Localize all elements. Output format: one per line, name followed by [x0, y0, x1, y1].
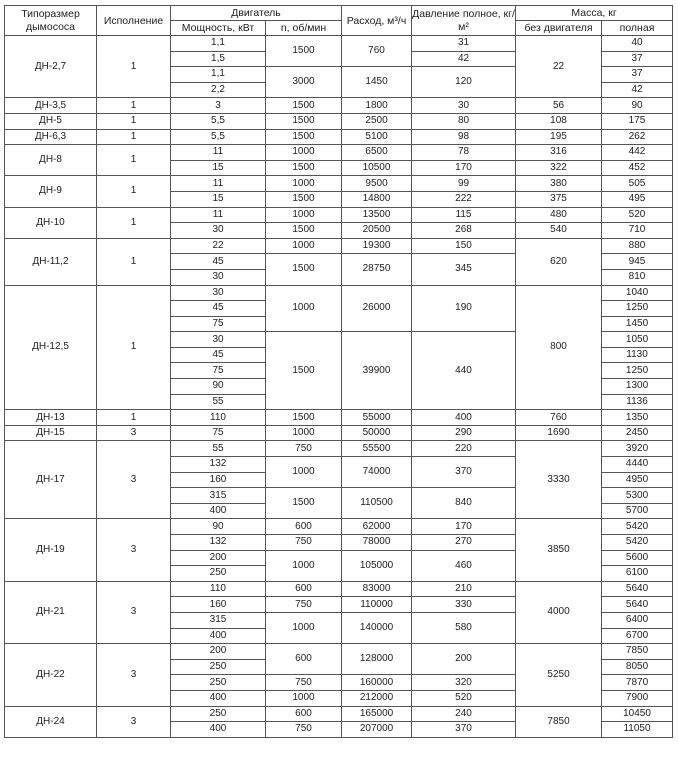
table-row: [5, 706, 673, 722]
cell-pressure: 210: [412, 581, 516, 597]
cell-flow: 110000: [342, 597, 412, 613]
cell-mass-full: 6400: [602, 612, 673, 628]
cell-rpm: 1000: [266, 690, 342, 706]
cell-power: 30: [171, 332, 266, 348]
cell-pressure: 270: [412, 535, 516, 551]
cell-power: 400: [171, 628, 266, 644]
table-row: [5, 410, 673, 426]
cell-mass-full: 7900: [602, 690, 673, 706]
cell-pressure: 520: [412, 690, 516, 706]
cell-model: ДН-21: [5, 581, 97, 643]
cell-rpm: 1000: [266, 457, 342, 488]
cell-rpm: 750: [266, 722, 342, 738]
table-row: [5, 441, 673, 457]
cell-execution: 3: [97, 441, 171, 519]
cell-pressure: 268: [412, 223, 516, 239]
cell-flow: 14800: [342, 191, 412, 207]
cell-pressure: 330: [412, 597, 516, 613]
cell-rpm: 1500: [266, 410, 342, 426]
cell-power: 75: [171, 316, 266, 332]
cell-power: 55: [171, 394, 266, 410]
cell-rpm: 1000: [266, 238, 342, 254]
cell-rpm: 600: [266, 644, 342, 675]
cell-mass-full: 1250: [602, 301, 673, 317]
cell-flow: 160000: [342, 675, 412, 691]
cell-execution: 1: [97, 113, 171, 129]
cell-mass-no-engine: 3330: [516, 441, 602, 519]
cell-mass-no-engine: 620: [516, 238, 602, 285]
cell-pressure: 345: [412, 254, 516, 285]
cell-power: 1,1: [171, 67, 266, 83]
cell-execution: 1: [97, 36, 171, 98]
cell-model: ДН-10: [5, 207, 97, 238]
cell-power: 5,5: [171, 129, 266, 145]
cell-rpm: 750: [266, 597, 342, 613]
cell-model: ДН-5: [5, 113, 97, 129]
cell-pressure: 30: [412, 98, 516, 114]
cell-power: 110: [171, 581, 266, 597]
cell-flow: 55000: [342, 410, 412, 426]
cell-mass-no-engine: 380: [516, 176, 602, 192]
cell-flow: 83000: [342, 581, 412, 597]
table-row: [5, 98, 673, 114]
cell-execution: 1: [97, 207, 171, 238]
cell-flow: 13500: [342, 207, 412, 223]
cell-power: 315: [171, 488, 266, 504]
cell-rpm: 750: [266, 675, 342, 691]
header-model: Типоразмер дымососа: [5, 6, 97, 36]
cell-pressure: 440: [412, 332, 516, 410]
cell-rpm: 1500: [266, 254, 342, 285]
cell-pressure: 200: [412, 644, 516, 675]
header-engine: Двигатель: [171, 6, 342, 21]
cell-execution: 3: [97, 581, 171, 643]
table-row: [5, 425, 673, 441]
cell-mass-full: 945: [602, 254, 673, 270]
cell-pressure: 120: [412, 67, 516, 98]
cell-mass-no-engine: 7850: [516, 706, 602, 737]
cell-model: ДН-6,3: [5, 129, 97, 145]
cell-mass-full: 2450: [602, 425, 673, 441]
cell-mass-full: 520: [602, 207, 673, 223]
cell-power: 11: [171, 176, 266, 192]
cell-power: 11: [171, 207, 266, 223]
cell-rpm: 1500: [266, 223, 342, 239]
cell-mass-full: 5640: [602, 581, 673, 597]
cell-rpm: 1000: [266, 550, 342, 581]
cell-model: ДН-19: [5, 519, 97, 581]
cell-mass-full: 1300: [602, 379, 673, 395]
cell-pressure: 290: [412, 425, 516, 441]
cell-power: 250: [171, 659, 266, 675]
table-row: [5, 145, 673, 161]
cell-pressure: 320: [412, 675, 516, 691]
header-rpm: n, об/мин: [266, 21, 342, 36]
cell-power: 75: [171, 425, 266, 441]
cell-model: ДН-9: [5, 176, 97, 207]
table-row: [5, 207, 673, 223]
cell-mass-full: 90: [602, 98, 673, 114]
cell-mass-full: 175: [602, 113, 673, 129]
cell-rpm: 1000: [266, 176, 342, 192]
cell-power: 5,5: [171, 113, 266, 129]
cell-power: 132: [171, 457, 266, 473]
cell-flow: 19300: [342, 238, 412, 254]
cell-pressure: 150: [412, 238, 516, 254]
cell-execution: 3: [97, 519, 171, 581]
cell-mass-full: 37: [602, 51, 673, 67]
cell-flow: 28750: [342, 254, 412, 285]
cell-mass-no-engine: 316: [516, 145, 602, 161]
cell-mass-full: 505: [602, 176, 673, 192]
cell-rpm: 1000: [266, 425, 342, 441]
cell-power: 30: [171, 269, 266, 285]
cell-flow: 78000: [342, 535, 412, 551]
cell-mass-full: 495: [602, 191, 673, 207]
cell-pressure: 115: [412, 207, 516, 223]
cell-power: 22: [171, 238, 266, 254]
cell-power: 30: [171, 223, 266, 239]
cell-flow: 1450: [342, 67, 412, 98]
cell-rpm: 600: [266, 519, 342, 535]
cell-mass-full: 1250: [602, 363, 673, 379]
cell-pressure: 31: [412, 36, 516, 52]
cell-rpm: 1000: [266, 145, 342, 161]
cell-mass-full: 4440: [602, 457, 673, 473]
cell-power: 55: [171, 441, 266, 457]
cell-execution: 1: [97, 129, 171, 145]
cell-power: 160: [171, 472, 266, 488]
cell-mass-no-engine: 108: [516, 113, 602, 129]
cell-execution: 1: [97, 238, 171, 285]
cell-flow: 9500: [342, 176, 412, 192]
cell-mass-full: 11050: [602, 722, 673, 738]
cell-flow: 6500: [342, 145, 412, 161]
cell-mass-no-engine: 540: [516, 223, 602, 239]
cell-rpm: 1000: [266, 285, 342, 332]
cell-mass-full: 452: [602, 160, 673, 176]
cell-power: 15: [171, 191, 266, 207]
header-execution: Исполнение: [97, 6, 171, 36]
table-row: [5, 238, 673, 254]
cell-mass-full: 3920: [602, 441, 673, 457]
cell-mass-full: 810: [602, 269, 673, 285]
table-row: [5, 36, 673, 52]
cell-power: 15: [171, 160, 266, 176]
cell-flow: 26000: [342, 285, 412, 332]
cell-model: ДН-17: [5, 441, 97, 519]
cell-mass-full: 1130: [602, 347, 673, 363]
cell-model: ДН-8: [5, 145, 97, 176]
cell-mass-full: 7850: [602, 644, 673, 660]
cell-rpm: 1500: [266, 191, 342, 207]
cell-mass-full: 442: [602, 145, 673, 161]
cell-execution: 1: [97, 98, 171, 114]
header-mass-no-engine: без двигателя: [516, 21, 602, 36]
cell-power: 1,5: [171, 51, 266, 67]
cell-mass-full: 5600: [602, 550, 673, 566]
cell-mass-full: 5420: [602, 535, 673, 551]
cell-mass-full: 6100: [602, 566, 673, 582]
cell-flow: 10500: [342, 160, 412, 176]
cell-mass-no-engine: 195: [516, 129, 602, 145]
cell-power: 132: [171, 535, 266, 551]
cell-flow: 110500: [342, 488, 412, 519]
cell-execution: 1: [97, 145, 171, 176]
table-row: [5, 176, 673, 192]
table-row: [5, 519, 673, 535]
cell-flow: 760: [342, 36, 412, 67]
header-mass: Масса, кг: [516, 6, 673, 21]
cell-flow: 207000: [342, 722, 412, 738]
cell-rpm: 1500: [266, 332, 342, 410]
cell-model: ДН-11,2: [5, 238, 97, 285]
cell-mass-full: 8050: [602, 659, 673, 675]
cell-rpm: 1500: [266, 113, 342, 129]
cell-power: 250: [171, 675, 266, 691]
cell-mass-full: 6700: [602, 628, 673, 644]
cell-pressure: 98: [412, 129, 516, 145]
cell-flow: 5100: [342, 129, 412, 145]
cell-flow: 140000: [342, 612, 412, 643]
cell-power: 30: [171, 285, 266, 301]
cell-power: 45: [171, 254, 266, 270]
cell-power: 1,1: [171, 36, 266, 52]
cell-flow: 74000: [342, 457, 412, 488]
cell-mass-no-engine: 375: [516, 191, 602, 207]
cell-pressure: 240: [412, 706, 516, 722]
cell-power: 2,2: [171, 82, 266, 98]
cell-pressure: 190: [412, 285, 516, 332]
cell-mass-full: 880: [602, 238, 673, 254]
cell-power: 200: [171, 550, 266, 566]
cell-flow: 55500: [342, 441, 412, 457]
cell-power: 315: [171, 612, 266, 628]
cell-model: ДН-12,5: [5, 285, 97, 410]
cell-power: 90: [171, 379, 266, 395]
cell-flow: 39900: [342, 332, 412, 410]
cell-power: 400: [171, 690, 266, 706]
cell-pressure: 222: [412, 191, 516, 207]
cell-mass-no-engine: 800: [516, 285, 602, 410]
cell-mass-full: 1040: [602, 285, 673, 301]
cell-model: ДН-13: [5, 410, 97, 426]
cell-power: 200: [171, 644, 266, 660]
cell-rpm: 1500: [266, 98, 342, 114]
cell-rpm: 600: [266, 581, 342, 597]
cell-flow: 20500: [342, 223, 412, 239]
cell-flow: 128000: [342, 644, 412, 675]
cell-pressure: 80: [412, 113, 516, 129]
cell-power: 45: [171, 347, 266, 363]
cell-model: ДН-22: [5, 644, 97, 706]
cell-power: 250: [171, 706, 266, 722]
cell-power: 90: [171, 519, 266, 535]
header-power: Мощность, кВт: [171, 21, 266, 36]
cell-pressure: 220: [412, 441, 516, 457]
cell-flow: 50000: [342, 425, 412, 441]
cell-pressure: 400: [412, 410, 516, 426]
cell-mass-full: 5640: [602, 597, 673, 613]
cell-power: 45: [171, 301, 266, 317]
table-row: [5, 113, 673, 129]
table-row: [5, 285, 673, 301]
cell-rpm: 1500: [266, 129, 342, 145]
cell-rpm: 750: [266, 535, 342, 551]
cell-mass-full: 5300: [602, 488, 673, 504]
cell-mass-no-engine: 5250: [516, 644, 602, 706]
cell-mass-full: 1050: [602, 332, 673, 348]
cell-power: 75: [171, 363, 266, 379]
cell-mass-no-engine: 1690: [516, 425, 602, 441]
cell-mass-no-engine: 22: [516, 36, 602, 98]
cell-execution: 3: [97, 644, 171, 706]
cell-pressure: 170: [412, 160, 516, 176]
cell-power: 110: [171, 410, 266, 426]
cell-flow: 2500: [342, 113, 412, 129]
cell-mass-no-engine: 480: [516, 207, 602, 223]
cell-execution: 3: [97, 706, 171, 737]
cell-flow: 212000: [342, 690, 412, 706]
cell-mass-full: 1350: [602, 410, 673, 426]
cell-rpm: 1000: [266, 207, 342, 223]
cell-execution: 1: [97, 410, 171, 426]
cell-rpm: 1500: [266, 488, 342, 519]
cell-pressure: 840: [412, 488, 516, 519]
cell-mass-full: 710: [602, 223, 673, 239]
header-pressure: Давление полное, кг/м²: [412, 6, 516, 36]
cell-mass-full: 5700: [602, 503, 673, 519]
cell-rpm: 3000: [266, 67, 342, 98]
cell-model: ДН-2,7: [5, 36, 97, 98]
specs-table: [4, 5, 673, 738]
cell-model: ДН-15: [5, 425, 97, 441]
cell-model: ДН-3,5: [5, 98, 97, 114]
cell-power: 400: [171, 722, 266, 738]
header-mass-full: полная: [602, 21, 673, 36]
cell-pressure: 170: [412, 519, 516, 535]
cell-mass-no-engine: 56: [516, 98, 602, 114]
table-row: [5, 129, 673, 145]
cell-power: 160: [171, 597, 266, 613]
cell-pressure: 370: [412, 722, 516, 738]
cell-rpm: 1500: [266, 36, 342, 67]
cell-mass-full: 4950: [602, 472, 673, 488]
cell-pressure: 42: [412, 51, 516, 67]
cell-mass-full: 42: [602, 82, 673, 98]
cell-mass-full: 7870: [602, 675, 673, 691]
cell-mass-full: 1450: [602, 316, 673, 332]
table-row: [5, 644, 673, 660]
cell-mass-full: 40: [602, 36, 673, 52]
cell-flow: 1800: [342, 98, 412, 114]
cell-power: 3: [171, 98, 266, 114]
cell-rpm: 1000: [266, 612, 342, 643]
cell-mass-no-engine: 3850: [516, 519, 602, 581]
table-row: [5, 581, 673, 597]
cell-mass-full: 37: [602, 67, 673, 83]
cell-mass-full: 5420: [602, 519, 673, 535]
cell-mass-full: 10450: [602, 706, 673, 722]
cell-rpm: 750: [266, 441, 342, 457]
cell-pressure: 580: [412, 612, 516, 643]
cell-power: 400: [171, 503, 266, 519]
cell-execution: 1: [97, 285, 171, 410]
cell-model: ДН-24: [5, 706, 97, 737]
cell-flow: 62000: [342, 519, 412, 535]
cell-pressure: 460: [412, 550, 516, 581]
cell-flow: 105000: [342, 550, 412, 581]
header-flow: Расход, м³/ч: [342, 6, 412, 36]
cell-mass-no-engine: 760: [516, 410, 602, 426]
cell-mass-full: 1136: [602, 394, 673, 410]
cell-mass-no-engine: 322: [516, 160, 602, 176]
cell-rpm: 1500: [266, 160, 342, 176]
cell-pressure: 78: [412, 145, 516, 161]
cell-flow: 165000: [342, 706, 412, 722]
cell-mass-no-engine: 4000: [516, 581, 602, 643]
cell-execution: 1: [97, 176, 171, 207]
cell-pressure: 370: [412, 457, 516, 488]
cell-mass-full: 262: [602, 129, 673, 145]
cell-execution: 3: [97, 425, 171, 441]
cell-rpm: 600: [266, 706, 342, 722]
cell-power: 250: [171, 566, 266, 582]
cell-power: 11: [171, 145, 266, 161]
cell-pressure: 99: [412, 176, 516, 192]
